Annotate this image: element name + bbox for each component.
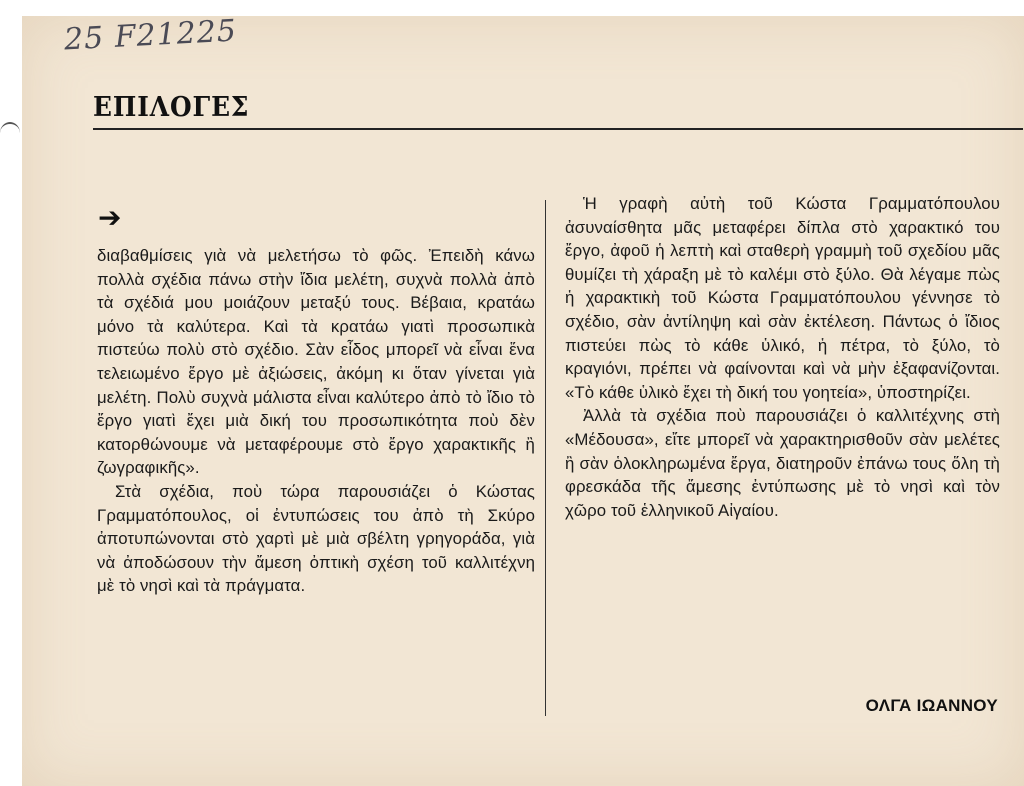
article-paragraph: διαβαθμίσεις γιὰ νὰ μελετήσω τὸ φῶς. Ἐπειδὴ κάνω πολλὰ σχέδια πάνω στὴν ἴδια μελέτη, συχνὰ πολλὰ ἀπὸ τὰ σχέδιά μου μοιάζουν μεταξύ τους. Βέβαια, κρατάω μόνο τὰ καλύτερα. Καὶ τὰ κρατάω γιατὶ προσωπικὰ πιστεύω πολὺ στὸ σχέδιο. Σὰν εἶδος μπορεῖ νὰ εἶναι ἕνα τελειωμένο ἔργο μὲ ἀξιώσεις, ἀκόμη κι ὅταν γίνεται γιὰ μελέτη. Πολὺ συχνὰ μάλιστα εἶναι καλύτερο ἀπὸ τὸ ἴδιο τὸ ἔργο γιατὶ ἔχει μιὰ δική του προσωπικότητα ποὺ δὲν κατορθώνουμε νὰ μεταφέρουμε στὸ ἔργο χαρακτικῆς ἢ ζωγραφικῆς». <box>97 246 535 478</box>
article-column-right <box>565 192 1000 522</box>
article-paragraph: Στὰ σχέδια, ποὺ τώρα παρουσιάζει ὁ Κώστας Γραμματόπουλος, οἱ ἐντυπώσεις του ἀπὸ τὴ Σκύρο ἀποτυπώνονται στὸ χαρτὶ μὲ μιὰ σβέλτη γρηγοράδα, γιὰ νὰ ἀποδώσουν τὴν ἄμεση ὀπτικὴ σχέση τοῦ καλλιτέχνη μὲ τὸ νησὶ καὶ τὰ πράγματα. <box>97 481 535 596</box>
column-divider <box>545 200 546 716</box>
title-rule-divider <box>93 128 1023 130</box>
article-paragraph: Ἡ γραφὴ αὐτὴ τοῦ Κώστα Γραμματόπουλου ἀσυναίσθητα μᾶς μεταφέρει δίπλα στὸ χαρακτικό του ἔργο, ἀφοῦ ἡ λεπτὴ καὶ σταθερὴ γραμμὴ τοῦ σχεδίου μᾶς θυμίζει τὴ χάραξη μὲ τὸ καλέμι στὸ ξύλο. Θὰ λέγαμε πὼς ἡ χαρακτικὴ τοῦ Κώστα Γραμματόπουλου γέννησε τὸ σχέδιο, σὰν ἀντίληψη καὶ σὰν ἐκτέλεση. Πάντως ὁ ἴδιος πιστεύει πὼς τὸ κάθε ὑλικό, ἡ πέτρα, τὸ ξύλο, τὸ κραγιόνι, πρέπει νὰ φαίνονται καὶ νὰ μὴν ἐξαφανίζονται. «Τὸ κάθε ὑλικὸ ἔχει τὴ δική του γοητεία», ὑποστηρίζει. <box>565 194 1000 402</box>
arrow-right-icon: ➔ <box>98 202 122 233</box>
handwritten-annotation: 25 F21225 <box>63 13 238 58</box>
page-title: ΕΠΙΛΟΓΕΣ <box>93 92 250 123</box>
author-byline: ΟΛΓΑ ΙΩΑΝΝΟΥ <box>865 696 998 715</box>
article-paragraph: Ἀλλὰ τὰ σχέδια ποὺ παρουσιάζει ὁ καλλιτέχνης στὴ «Μέδουσα», εἴτε μπορεῖ νὰ χαρακτηρισθοῦν σὰν μελέτες ἢ σὰν ὁλοκληρωμένα ἔργα, διατηροῦν ἐπάνω τους ὅλη τὴ φρεσκάδα τῆς ἄμεσης ἐντύπωσης μὲ τὸ νησὶ καὶ τὸν χῶρο τοῦ ἑλληνικοῦ Αἰγαίου. <box>565 406 1000 520</box>
article-column-left <box>97 244 535 598</box>
scan-edge-mark <box>0 122 20 144</box>
